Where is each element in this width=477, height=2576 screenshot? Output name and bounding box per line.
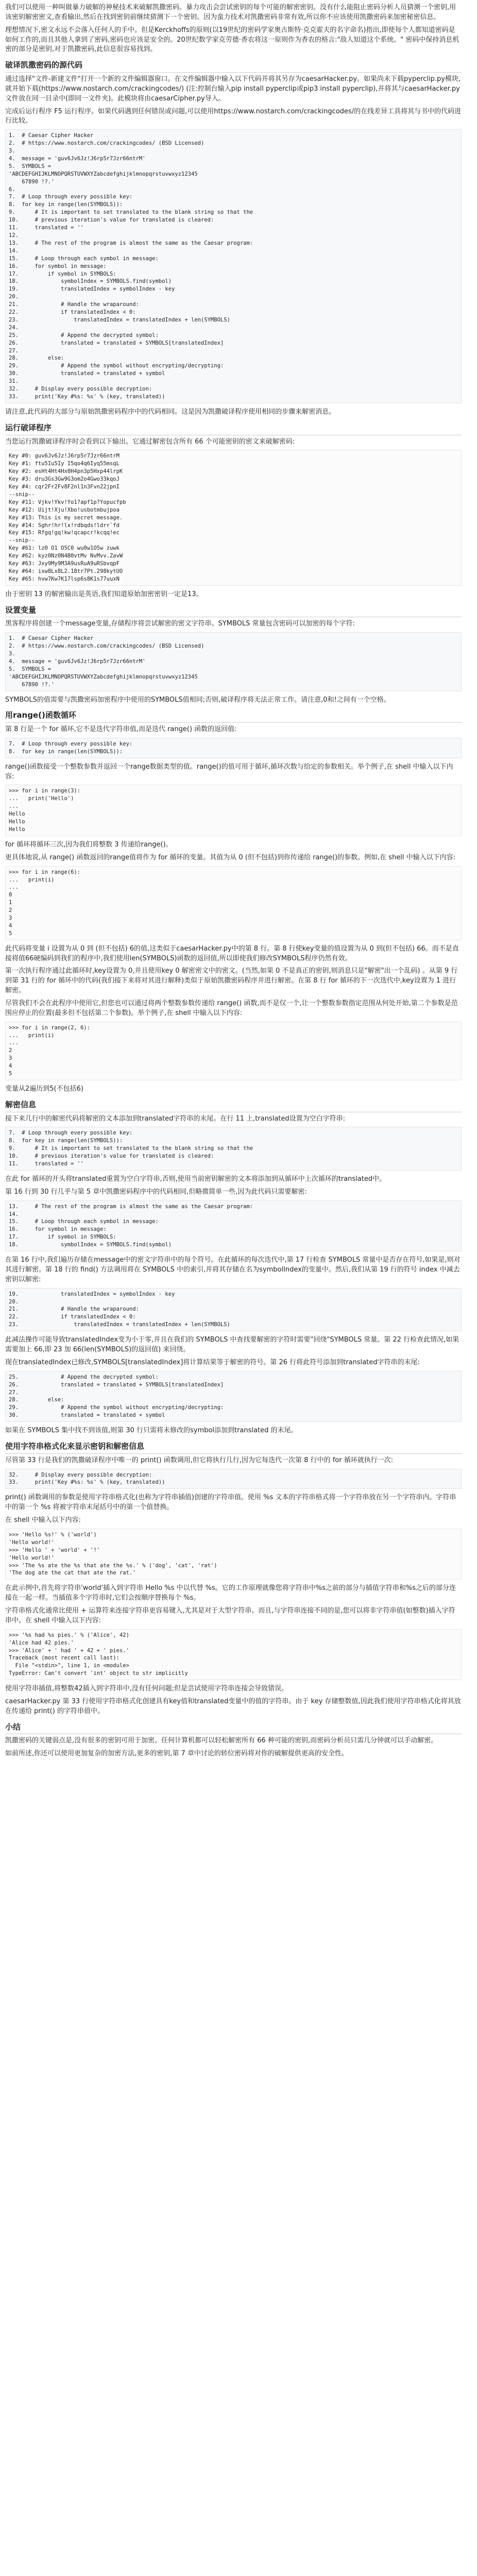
code-line: 11. translated = '' (9, 225, 84, 231)
code-line: 5. SYMBOLS = (9, 163, 52, 170)
output-line: 1 (9, 900, 12, 906)
paragraph: 第 8 行是一个 for 循环,它不是迭代字符串值,而是迭代 range() 函数的返回值: (5, 725, 237, 734)
output-line: >>> for i in range(3): (9, 788, 81, 794)
code-line: 3. (9, 651, 15, 657)
paragraph: 尽管我们不会在此程序中使用它,但您也可以通过将两个整数参数传递给 range() 函数,而不是仅一个,让一个整数参数指定范围从何处开始,第二个参数是范围应停止的位置(最多但不包括第二个参数)。举个例子,在 shell 中输入以下内容: (5, 999, 458, 1017)
code-line: 13. # The rest of the program is almost the same as the Caesar program: (9, 240, 253, 246)
output-line: Key #13: This is my secret message. (9, 514, 123, 521)
paragraph: for 循环将循环三次,因为我们将整数 3 传递给range()。 (5, 840, 173, 849)
code-line: 7. # Loop through every possible key: (9, 740, 133, 747)
output-line: >>> 'The %s ate the %s that ate the %s.' % ('dog', 'cat', 'rat') (9, 1562, 217, 1569)
code-line: 20. (9, 294, 19, 300)
paragraph: 字符串格式化通常比使用 + 运算符来连接字符串更容易键入,尤其是对于大型字符串。而且,与字符串连接不同的是,您可以将非字符串值(如整数)插入字符串中。在 shell 中输入以下内容: (5, 1607, 455, 1624)
code-line: 25. # Append the decrypted symbol: (9, 1374, 159, 1380)
output-line: Key #14: Sghr!hr!lx!rdbqds!ldrr`fd (9, 522, 120, 529)
code-line: 23. translatedIndex = translatedIndex + len(SYMBOLS) (9, 1321, 230, 1328)
output-line: Key #1: ftu5Iu5Iy I5qo4q6Iyq55msqL (9, 461, 120, 467)
code-line: 11. translated = '' (9, 1161, 84, 1167)
output-line: --snip-- (9, 491, 35, 498)
output-line: 2 (9, 907, 12, 914)
code-line: 67890 !?.' (9, 178, 55, 185)
output-line: >>> for i in range(2, 6): (9, 1024, 91, 1031)
code-line: 17. if symbol in SYMBOLS: (9, 1234, 116, 1241)
output-line: 5 (9, 930, 12, 937)
output-line: Key #61: lz0 O1 O5C0 wu0w1O5w zuwk (9, 545, 120, 552)
output-block (5, 1022, 462, 1080)
code-line: 32. # Display every possible decryption: (9, 1471, 152, 1478)
code-line: 'ABCDEFGHIJKLMNOPQRSTUVWXYZabcdefghijklmnopqrstuvwxyz12345 (9, 673, 198, 680)
code-line: 17. if symbol in SYMBOLS: (9, 270, 116, 277)
output-line: 4 (9, 1063, 12, 1070)
output-line: Traceback (most recent call last): (9, 1655, 120, 1662)
code-line: 31. (9, 378, 19, 385)
code-line: 24. (9, 324, 19, 331)
output-line: >>> for i in range(6): (9, 869, 81, 875)
output-line: Key #2: esHt4Ht4Hx0H4pn3p5Hxp44lrpK (9, 468, 123, 475)
code-line: 12. (9, 232, 19, 239)
output-block (5, 785, 462, 836)
code-line: 5. SYMBOLS = (9, 666, 52, 672)
code-line: 26. translated = translated + SYMBOLS[translatedIndex] (9, 1381, 224, 1388)
output-line: 0 (9, 892, 12, 899)
paragraph: 完成后运行程序 F5 运行程序。如果代码遇到任何错误或问题,可以使用https://www.nostarch.com/crackingcodes/的在线差异工具将其与书中的代码进行比较。 (5, 107, 462, 125)
code-line: 21. # Handle the wraparound: (9, 1306, 139, 1313)
paragraph: 此代码将变量 i 设置为从 0 到 (但不包括) 6的值,这类似于caesarHacker.py中的第 8 行。第 8 行使key变量的值设置为从 0 到(但不包括) 66。而不是直接将值66硬编码到我们的程序中,我们使用len(SYMBOLS)函数的返回值,所以即使我们修改SYMBOLS程序仍然有效。 (5, 944, 459, 962)
code-line: 8. for key in range(len(SYMBOLS)): (9, 1138, 123, 1144)
output-line: ... (9, 884, 19, 891)
output-line: >>> '%s had %s pies.' % ('Alice', 42) (9, 1632, 129, 1638)
paragraph: 更具体地说,从 range() 函数返回的range值将作为 for 循环的变量。其值为从 0 (但不包括)到你传递给 range()的参数。例如,在 shell 中输入以下内容: (5, 853, 456, 861)
output-line: File "<stdin>", line 1, in <module> (9, 1663, 129, 1669)
code-line: 8. for key in range(len(SYMBOLS)): (9, 748, 123, 755)
output-line: 'The dog ate the cat that ate the rat.' (9, 1570, 136, 1577)
output-line: 3 (9, 1055, 12, 1062)
output-line: ... (9, 1040, 19, 1046)
output-block (5, 866, 462, 940)
output-block (5, 1529, 462, 1580)
output-line: Key #64: ixw8Lx8L2.18tr7Pt.298kytUO (9, 568, 123, 574)
section-heading: 小结 (5, 1722, 462, 1735)
output-line: Key #15: Rfgq!gq!kw!qcapcr!kcqq!ec (9, 530, 120, 536)
code-line: 18. symbolIndex = SYMBOLS.find(symbol) (9, 1242, 172, 1248)
paragraph: 通过选择"文件-新建文件"打开一个新的文件编辑器窗口。在文件编辑器中输入以下代码并将其另存为caesarHacker.py。如果尚未下载pyperclip.py模块,就并始下载(https://www.nostarch.com/crackingcodes/) (注:控制台输入pip install pyperclip或pip3 install pyperclip),并将其与caesarHacker.py文件放在同一目录中(即同一文件夹)。此模块将由caesarCipher.py导入。 (5, 75, 461, 103)
code-line: 26. translated = translated + SYMBOLS[translatedIndex] (9, 340, 224, 346)
paragraph: 现在translatedIndex已修改,SYMBOLS[translatedIndex]将计算结果等于解密的符号。第 26 行将此符号添加到translated字符串的末尾: (5, 1358, 420, 1366)
output-line: Hello (9, 826, 25, 833)
paragraph: 变量从2遍历到5(不包括6) (5, 1085, 83, 1093)
code-line: 3. (9, 148, 15, 154)
code-line: 30. translated = translated + symbol (9, 1412, 165, 1419)
code-line: 30. translated = translated + symbol (9, 370, 165, 377)
output-line: Key #62: kyz0Nz0N4B0vtMv NvMvv.ZavW (9, 553, 123, 560)
paragraph: 在此 for 循环的开头将translated重置为空白字符串,否则,使用当前密钥解密的文本将添加到从循环中上次循环的translated中。 (5, 1175, 386, 1183)
output-line: 5 (9, 1071, 12, 1077)
paragraph: 在此示例中,首先将字符串'world'插入到字符串 Hello %s 中以代替 %s。它的工作原理就像您将字符串中%s之前的部分与插值字符串和%s之后的部分连接在一起一样。当插值多个字符串时,它们会按顺序替换每个 %s。 (5, 1584, 456, 1602)
code-line: 16. for symbol in message: (9, 1226, 107, 1233)
code-line: 28. else: (9, 1397, 64, 1403)
output-line: Key #3: dru3Gs3Gw9G3om2o4Gwo33kqoJ (9, 476, 120, 483)
code-line: 19. translatedIndex = symbolIndex - key (9, 1291, 175, 1297)
code-line: 2. # https://www.nostarch.com/crackingcodes/ (BSD Licensed) (9, 643, 205, 650)
section-heading: 设置变量 (5, 605, 462, 618)
code-line: 10. # previous iteration's value for translated is cleared: (9, 217, 214, 224)
output-line: ... (9, 803, 19, 810)
paragraph: 接下来几行中的解密代码将解密的文本添加到translated字符串的末尾。在行 11 上,translated设置为空白字符串: (5, 1114, 346, 1123)
code-line: 33. print('Key #%s: %s' % (key, translated)) (9, 394, 165, 400)
paragraph: 理想情况下,密文永远不会落入任何人的手中。但是Kerckhoffs的原则(以19世纪的密码学家奥古斯特·克克霍夫的名字命名)指出,即使每个人都知道密码是如何工作的,而且其他人拿到了密码,密码也应该是安全的。20世纪数学家克劳德·香农将这一原则作为香农的格言:"敌人知道这个系统。" 密码中保持消息机密的部分是密钥,对于凯撒密码,此信息很容易找到。 (5, 26, 459, 54)
output-line: >>> 'Hello %s!' % ('world') (9, 1531, 97, 1538)
paragraph: 第一次执行程序通过此循环时,key设置为 0,并且使用key 0 解密密文中的密文。(当然,如果 0 不是真正的密钥,则消息只是"解密"出一个乱码) 。从第 9 行到第 31 行的 for 循环中的代码(我们接下来将对其进行解释)类似于原始凯撒密码程序并进行解密。在第 8 行 for 循环的下一次迭代中,key设置为 1 进行解密。 (5, 967, 458, 995)
output-line: ... print('Hello') (9, 795, 74, 802)
code-line: 'ABCDEFGHIJKLMNOPQRSTUVWXYZabcdefghijklmnopqrstuvwxyz12345 (9, 171, 198, 177)
paragraph: range()函数接受一个整数参数并返回一个range数据类型的值。range()的值可用于循环,循环次数与给定的参数相关。举个例子,在 shell 中输入以下内容: (5, 762, 453, 781)
code-line: 15. # Loop through each symbol in message: (9, 255, 159, 262)
output-line: 'Hello world!' (9, 1554, 55, 1561)
paragraph: print() 函数调用的参数是使用字符串格式化(也称为字符串插值)创建的字符串值。使用 %s 文本的字符串格式将一个字符串放在另一个字符串内。字符串中的第一个 %s 将被字符串末尾括号中的第一个值替换。 (5, 1494, 456, 1512)
output-line: --snip-- (9, 537, 35, 544)
output-line: 3 (9, 915, 12, 922)
output-line: Hello (9, 811, 25, 818)
code-line: 13. # The rest of the program is almost the same as the Caesar program: (9, 1203, 253, 1210)
code-line: 25. # Append the decrypted symbol: (9, 332, 159, 338)
paragraph: 当您运行凯撒破译程序时会看到以下输出。它通过解密包含所有 66 个可能密钥的密文来破解密码: (5, 437, 295, 446)
paragraph: 使用字符串插值,将整数42插入到字符串中,没有任何问题;但是尝试使用字符串连接会导致错误。 (5, 1685, 288, 1693)
paragraph: 请注意,此代码的大部分与原始凯撒密码程序中的代码相同。这是因为凯撒破译程序使用相同的步骤来解密消息。 (5, 408, 336, 416)
code-line: 4. message = 'guv6Jv6Jz!J6rp5r7Jzr66ntrM' (9, 658, 146, 665)
code-line: 33. print('Key #%s: %s' % (key, translated)) (9, 1479, 165, 1486)
output-line: Key #11: Vjkv!Ykv!Yo1?apf1p?Yopucfpb (9, 499, 126, 505)
code-block (5, 1127, 462, 1171)
output-line: Key #63: Jxy9My9M3A9usRuA9uRSbvqpF (9, 561, 120, 567)
paragraph: 第 16 行到 30 行几乎与第 5 章中凯撒密码程序中的代码相同,但略微简单一些,因为此代码只需要解密: (5, 1188, 307, 1196)
output-line: >>> 'Hello ' + 'world' + '!' (9, 1547, 100, 1553)
output-line: Hello (9, 819, 25, 825)
code-line: 22. if translatedIndex < 0: (9, 1314, 136, 1320)
output-line: Key #4: cqr2Fr2Fv8F2nl1n3Fvn22jpnI (9, 483, 120, 490)
code-line: 1. # Caesar Cipher Hacker (9, 635, 94, 642)
section-heading: 用range()函数循环 (5, 710, 462, 723)
code-line: 10. # previous iteration's value for translated is cleared: (9, 1153, 214, 1160)
output-line: Key #12: Uijt!Xju!Xbo!usbotmbujpoa (9, 506, 120, 513)
section-heading: 运行破译程序 (5, 422, 462, 435)
paragraph: 如果在 SYMBOLS 集中找不到该值,则第 30 行只需将未修改的symbol添加到translated 的末尾。 (5, 1427, 298, 1435)
code-block (5, 632, 462, 691)
code-line: 18. symbolIndex = SYMBOLS.find(symbol) (9, 278, 172, 285)
code-line: 6. (9, 186, 15, 193)
code-line: 29. # Append the symbol without encrypting/decrypting: (9, 1404, 224, 1411)
code-line: 29. # Append the symbol without encrypting/decrypting: (9, 363, 224, 369)
output-line: 2 (9, 1047, 12, 1054)
paragraph: 尽管第 33 行是我们的凯撒破译程序中唯一的 print() 函数调用,但它将执行几行,因为它每迭代一次第 8 行中的 for 循环就执行一次: (5, 1456, 394, 1464)
code-line: 32. # Display every possible decryption: (9, 386, 152, 393)
paragraph: 此减法操作可能导致translatedIndex变为小于零,并且在我们的 SYMBOLS 中查找要解密的字符时需要"回绕"SYMBOLS 常量。第 22 行检查此情况,如果需要加上 66,即 23 加 66(len(SYMBOLS)的返回值) 来回绕。 (5, 1336, 459, 1353)
output-line: Key #65: hvw7Kw7K17lsp6s8K1s77uuxN (9, 575, 120, 582)
code-block (5, 1469, 462, 1489)
code-block (5, 129, 462, 403)
code-line: 2. # https://www.nostarch.com/crackingcodes/ (BSD Licensed) (9, 140, 205, 147)
code-line: 21. # Handle the wraparound: (9, 301, 139, 308)
output-line: TypeError: Can't convert 'int' object to str implicitly (9, 1670, 188, 1677)
code-line: 7. # Loop through every possible key: (9, 194, 133, 200)
code-block (5, 1200, 462, 1251)
output-line: ... print(i) (9, 1032, 55, 1039)
code-line: 16. for symbol in message: (9, 263, 107, 269)
section-heading: 解密信息 (5, 1099, 462, 1112)
code-line: 9. # It is important to set translated to the blank string so that the (9, 209, 253, 216)
code-line: 22. if translatedIndex < 0: (9, 309, 136, 316)
code-line: 15. # Loop through each symbol in message: (9, 1218, 159, 1225)
code-line: 67890 !?.' (9, 681, 55, 688)
output-line: ... print(i) (9, 876, 55, 883)
paragraph: 在 shell 中输入以下内容: (5, 1516, 81, 1524)
paragraph: caesarHacker.py 第 33 行使用字符串格式化创建具有key值和translated变量中的值的字符串。由于 key 存储整数值,因此我们使用字符串格式化将其放在传递给 print() 的字符串值中。 (5, 1698, 461, 1715)
code-block (5, 1371, 462, 1422)
code-line: 27. (9, 347, 19, 354)
code-block (5, 1288, 462, 1332)
paragraph: 在第 16 行中,我们遍历存储在message中的密文字符串中的每个符号。在此循环的每次迭代中,第 17 行检查 SYMBOLS 常量中是否存在符号,如果是,则对其进行解密。第 18 行的 find() 方法调用将在 SYMBOLS 中的索引,并将其存储在名为symbolIndex的变量中。然后,我们从第 19 行的符号 index 中减去密钥以解密: (5, 1256, 461, 1283)
output-line: 4 (9, 922, 12, 929)
output-line: 'Hello world!' (9, 1539, 55, 1546)
section-heading: 破译凯撒密码的源代码 (5, 60, 462, 73)
paragraph: 由于密钥 13 的解密输出是英语,我们知道原始加密密钥一定是13。 (5, 590, 203, 598)
code-line: 9. # It is important to set translated to the blank string so that the (9, 1145, 253, 1152)
paragraph: SYMBOLS的值需要与凯撒密码加密程序中使用的SYMBOLS值相同;否则,破译程序将无法正常工作。请注意,0和!之间有一个空格。 (5, 696, 390, 704)
code-line: 14. (9, 1211, 19, 1217)
paragraph: 如前所述,你还可以使用更加复杂的加密方法,更多的密钥,第 7 章中讨论的转位密码将对你的破解提供更高的安全性。 (5, 1750, 348, 1758)
output-block (5, 450, 462, 585)
code-line: 7. # Loop through every possible key: (9, 1130, 133, 1137)
code-line: 20. (9, 1298, 19, 1305)
code-line: 1. # Caesar Cipher Hacker (9, 132, 94, 139)
code-line: 28. else: (9, 355, 64, 362)
output-line: >>> 'Alice' + ' had ' + 42 + ' pies.' (9, 1647, 129, 1654)
code-block (5, 738, 462, 758)
code-line: 14. (9, 247, 19, 254)
code-line: 23. translatedIndex = translatedIndex + len(SYMBOLS) (9, 316, 230, 323)
code-line: 4. message = 'guv6Jv6Jz!J6rp5r7Jzr66ntrM' (9, 155, 146, 162)
output-block (5, 1629, 462, 1680)
paragraph: 黑客程序将创建一个message变量,存储程序将尝试解密的密文字符串。SYMBOLS 常量包含密码可以加密的每个字符: (5, 620, 355, 628)
section-heading: 使用字符串格式化来显示密钥和解密信息 (5, 1441, 462, 1454)
output-line: Key #0: guv6Jv6Jz!J6rp5r7Jzr66ntrM (9, 453, 120, 460)
code-line: 27. (9, 1389, 19, 1396)
output-line: 'Alice had 42 pies.' (9, 1639, 74, 1646)
paragraph: 我们可以使用一种叫做暴力破解的神秘技术来破解凯撒密码。暴力攻击会尝试密钥的每个可能的解密密钥。没有什么能阻止密码分析人员猜测一个密钥,用该密钥解密密文,查看输出,然后在找到密钥前继续猜测下一个密钥。因为蛮力技术对凯撒密码非常有效,所以你不应该使用凯撒密码来加密秘密信息。 (5, 4, 456, 21)
code-line: 8. for key in range(len(SYMBOLS)): (9, 201, 123, 208)
paragraph: 凯撒密码的关键弱点是,没有很多的密钥可用于加密。任何计算机都可以轻松解密所有 66 种可能的密钥,而密码分析员只需几分钟就可以手动解密。 (5, 1737, 438, 1745)
code-line: 19. translatedIndex = symbolIndex - key (9, 286, 175, 293)
